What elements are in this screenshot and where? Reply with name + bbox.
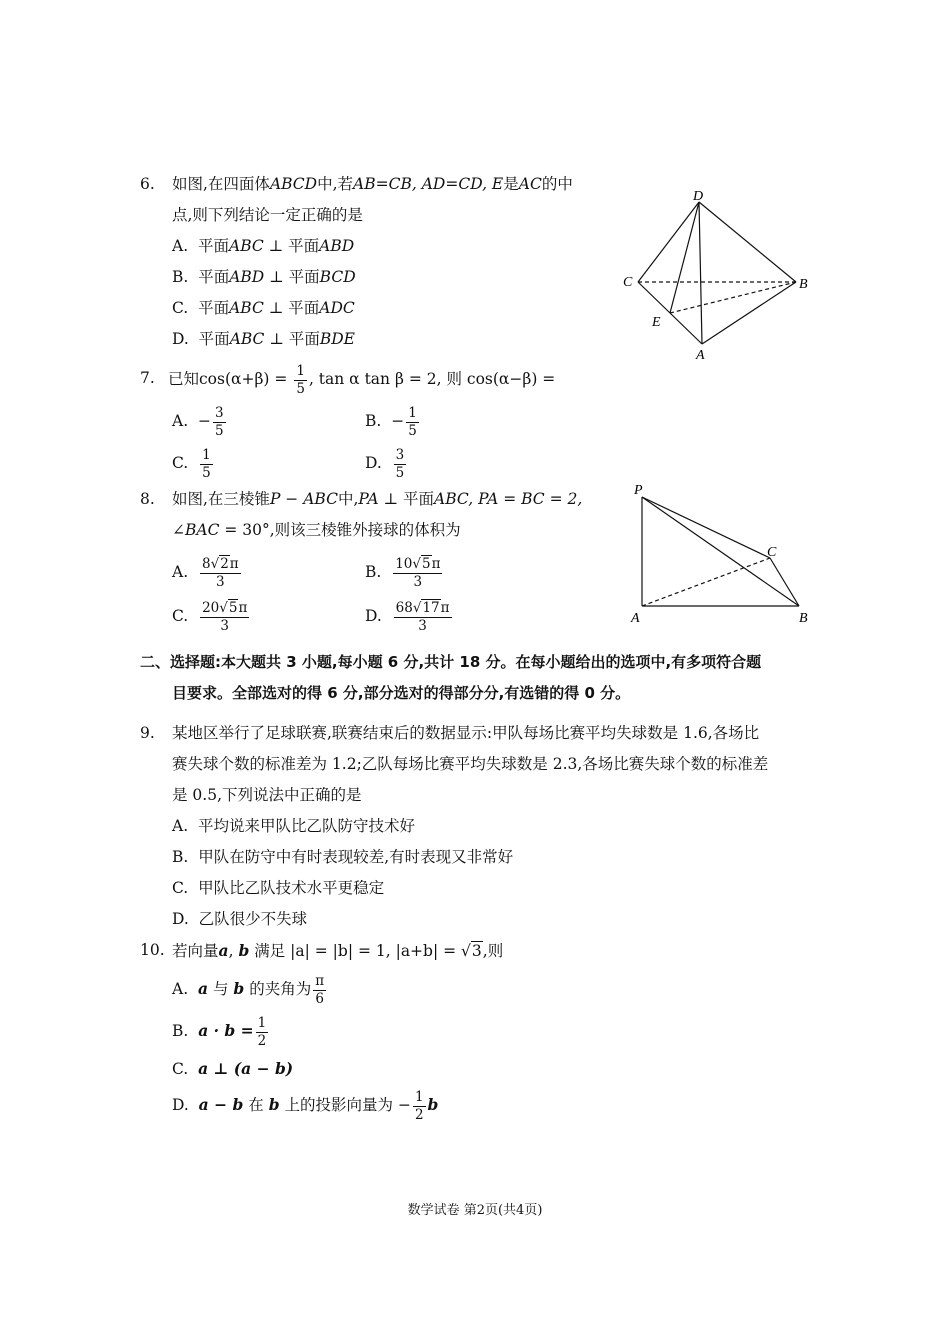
label-d: D: [693, 190, 704, 204]
edge-cb: [770, 558, 799, 606]
q7-option-a: A. − $\frac{3}{5}$: [172, 405, 224, 439]
q7-option-d: D. $\frac{3}{5}$: [365, 447, 405, 481]
edge-db: [699, 202, 796, 282]
q9-option-a: A. 平均说来甲队比乙队防守技术好: [172, 817, 415, 835]
q10-option-b: B. a · b = $\frac{1}{2}$: [172, 1015, 267, 1049]
page-footer: 数学试卷 第2页(共4页): [407, 1203, 543, 1218]
q6-option-d: D. 平面ABC ⊥ 平面BDE: [172, 330, 355, 348]
q9-number: 9.: [140, 724, 155, 742]
pyramid-figure: [625, 480, 825, 630]
q7-number: 7.: [140, 369, 155, 387]
q10-option-a: A. a 与 b 的夹角为 $\frac{\pi}{6}$: [172, 973, 325, 1007]
q9-option-d: D. 乙队很少不失球: [172, 910, 308, 928]
q6-option-b: B. 平面ABD ⊥ 平面BCD: [172, 268, 356, 286]
q8-stem-line1: 如图,在三棱锥P − ABC中,PA ⊥ 平面ABC, PA = BC = 2,: [172, 490, 583, 508]
q8-option-a: A. $\frac{8√2\pi}{3}$: [172, 556, 239, 590]
edge-dc: [638, 202, 699, 282]
edge-ac-hidden: [642, 558, 770, 606]
q8-option-b: B. $\frac{10√5\pi}{3}$: [365, 556, 441, 590]
section2-title-line1: 二、选择题:本大题共 3 小题,每小题 6 分,共计 18 分。在每小题给出的选项中,有多项符合题: [140, 653, 762, 671]
q10-stem: 若向量a, b 满足 |a| = |b| = 1, |a+b| = √3,则: [172, 941, 504, 960]
edge-pc: [642, 497, 770, 558]
label-a: A: [696, 348, 705, 363]
q9-stem-line2: 赛失球个数的标准差为 1.2;乙队每场比赛平均失球数是 2.3,各场比赛失球个数的标准差: [172, 755, 769, 773]
q9-stem-line1: 某地区举行了足球联赛,联赛结束后的数据显示:甲队每场比赛平均失球数是 1.6,各场比: [172, 724, 760, 742]
q10-number: 10.: [140, 941, 165, 959]
q9-option-b: B. 甲队在防守中有时表现较差,有时表现又非常好: [172, 848, 514, 866]
q9-option-c: C. 甲队比乙队技术水平更稳定: [172, 879, 385, 897]
edge-eb-hidden: [670, 282, 796, 313]
label-c: C: [767, 545, 777, 560]
label-b: B: [799, 611, 808, 626]
q6-number: 6.: [140, 175, 155, 193]
tetrahedron-figure: [600, 190, 830, 370]
q8-option-c: C. $\frac{20√5\pi}{3}$: [172, 600, 248, 634]
q7-stem-fraction: $\frac{1}{5}$: [296, 363, 305, 397]
label-e: E: [652, 315, 661, 330]
q8-number: 8.: [140, 490, 155, 508]
edge-de: [670, 202, 699, 313]
q8-option-d: D. $\frac{68√17\pi}{3}$: [365, 600, 450, 634]
q6-stem-line1: 如图,在四面体ABCD中,若AB=CB, AD=CD, E是AC的中: [172, 175, 573, 193]
q7-option-b: B. − $\frac{1}{5}$: [365, 405, 417, 439]
q9-stem-line3: 是 0.5,下列说法中正确的是: [172, 786, 362, 804]
q6-stem-line2: 点,则下列结论一定正确的是: [172, 206, 363, 224]
q6-option-a: A. 平面ABC ⊥ 平面ABD: [172, 237, 355, 255]
label-p: P: [634, 483, 643, 498]
q10-option-c: C. a ⊥ (a − b): [172, 1059, 294, 1078]
q6-option-c: C. 平面ABC ⊥ 平面ADC: [172, 299, 355, 317]
q10-option-d: D. a − b 在 b 上的投影向量为 − $\frac{1}{2}$ b: [172, 1089, 439, 1123]
q8-stem-line2: ∠BAC = 30°,则该三棱锥外接球的体积为: [172, 521, 461, 539]
label-b: B: [799, 277, 808, 292]
section2-title-line2: 目要求。全部选对的得 6 分,部分选对的得部分分,有选错的得 0 分。: [172, 684, 631, 702]
label-c: C: [623, 275, 633, 290]
edge-ba: [702, 282, 796, 344]
edge-da: [699, 202, 702, 344]
label-a: A: [631, 611, 640, 626]
q7-stem: 已知cos(α+β) = $\frac{1}{5}$ , tan α tan β = 2, 则 cos(α−β) =: [168, 363, 556, 397]
q7-option-c: C. $\frac{1}{5}$: [172, 447, 211, 481]
